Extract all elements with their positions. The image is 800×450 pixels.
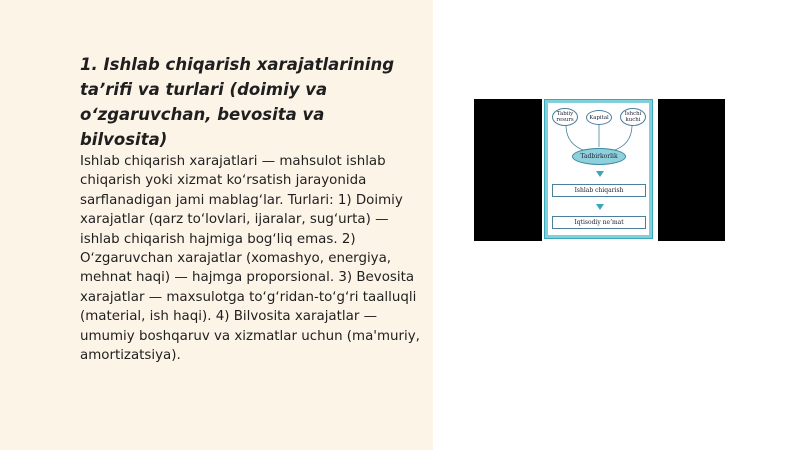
diagram-oval-natural-resource: Tabiiy resurs — [552, 108, 578, 126]
diagram-oval-entrepreneurship: Tadbirkorlik — [572, 148, 626, 165]
production-diagram — [544, 99, 653, 239]
diagram-box-production: Ishlab chiqarish — [552, 184, 646, 197]
diagram-oval-labor: Ishchi kuchi — [620, 108, 646, 126]
diagram-box-economic-good: Iqtisodiy neʼmat — [552, 216, 646, 229]
slide-title: 1. Ishlab chiqarish xarajatlarining taʼrifi va turlari (doimiy va oʻzgaruvchan, bevosita va bilvosita) — [80, 55, 395, 149]
diagram-arrow-down-icon — [596, 171, 604, 177]
diagram-arrow-down-icon — [596, 204, 604, 210]
figure-black-bar-right — [658, 99, 725, 241]
slide-body-text: Ishlab chiqarish xarajatlari — mahsulot ishlab chiqarish yoki xizmat koʻrsatish jarayonida sarflanadigan jami mablagʻlar. Turlari: 1) Doimiy xarajatlar (qarz toʻlovlari, ijaralar, sugʻurta) — ishlab chiqarish hajmiga bogʻliq emas. 2) Oʻzgaruvchan xarajatlar (xomashyo, energiya, mehnat haqi) — hajmga proporsional. 3) Bevosita xarajatlar — maxsulotga toʻgʻridan-toʻgʻri taalluqli (material, ish haqi). 4) Bilvosita xarajatlar — umumiy boshqaruv va xizmatlar uchun (ma'muriy, amortizatsiya). — [80, 154, 420, 364]
figure-black-bar-left — [474, 99, 542, 241]
slide-figure — [474, 99, 725, 241]
diagram-inner — [548, 103, 649, 235]
diagram-oval-capital: Kapital — [586, 110, 612, 125]
